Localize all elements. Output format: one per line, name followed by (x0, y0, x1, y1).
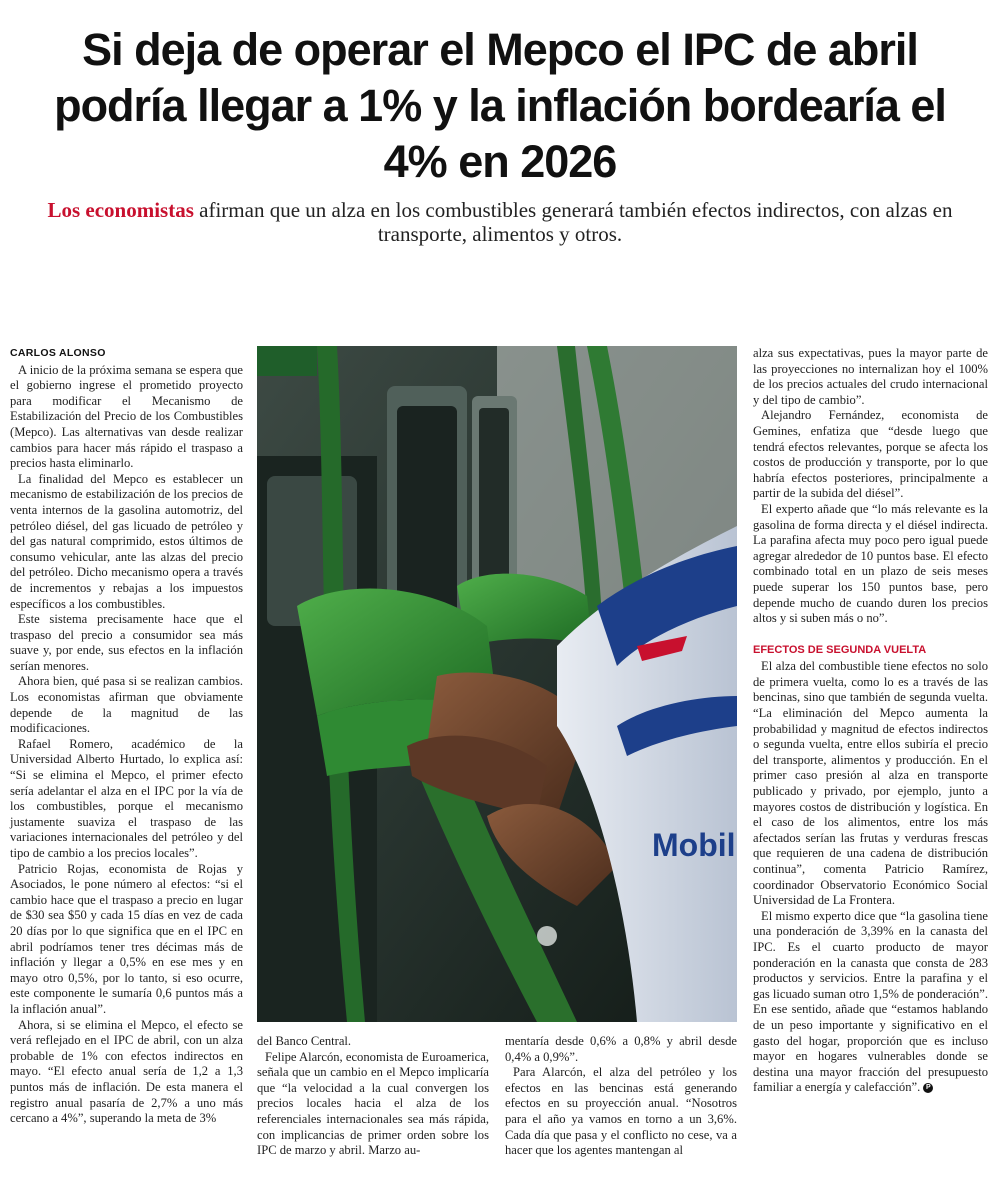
byline: CARLOS ALONSO (10, 347, 106, 359)
column-2 (257, 1034, 489, 1159)
photo-logo-text: Mobil (652, 827, 736, 863)
section-subhead: EFECTOS DE SEGUNDA VUELTA (753, 643, 927, 656)
paragraph: Patricio Rojas, economista de Rojas y Asociados, le pone número al efectos: “si el cambio hace que el traspaso a precio en lugar de $30 sea $50 y cada 15 días en vez de cada 20 días por lo que significa que en el IPC en abril podríamos tener tres décimas más de inflación y llegar a 0,5% en ese mes y en mayo otro 0,5%, por lo tanto, si eso ocurre, este componente le sumaría 0,6 puntos más a la inflación anual”. (10, 861, 243, 1016)
paragraph: Ahora, si se elimina el Mepco, el efecto se verá reflejado en el IPC de abril, con un alza probable de 1% con efectos indirectos en mayo. “El efecto anual sería de 1,2 a 1,3 puntos más de inflación. De esta manera el registro anual pasaría de 2,7% a uno más cercano a 4%”, superando la meta de 3% (10, 1017, 243, 1126)
paragraph: Felipe Alarcón, economista de Euroamerica, señala que un cambio en el Mepco implicaría que “la velocidad a la cual convergen los precios locales hacia el alza de los referenciales internacionales sea más rápida, con implicancias de primer orden sobre los IPC de marzo y abril. Marzo au- (257, 1049, 489, 1158)
paragraph-text: El mismo experto dice que “la gasolina tiene una ponderación de 3,39% en la canasta del IPC. Es el cuarto producto de mayor ponderación en la canasta que consta de 283 productos y servicios. Entre la parafina y el gas licuado suman otro 1,5% de ponderación”. En ese sentido, añade que “estamos hablando de un peso importante y significativo en el gasto del hogar, proporción que es incluso mayor en hogares vulnerables donde se destina una mayor fracción del presupuesto familiar a energía y calefacción”. (753, 908, 989, 1095)
paragraph: Alejandro Fernández, economista de Gemines, enfatiza que “desde luego que tendrá efectos relevantes, porque se afecta los costos de producción y transporte, por lo que habría efectos posteriores, principalmente a partir de la subida del diésel”. (753, 408, 988, 501)
column-4 (753, 346, 988, 1096)
deck-lead: Los economistas (47, 198, 194, 222)
paragraph: Para Alarcón, el alza del petróleo y los efectos en las bencinas está generando efectos en su proyección anual. “Nosotros para el año ya vamos en torno a un 3,6%. Cada día que pasa y el conflicto no cese, va a hacer que los agentes mantengan al (505, 1065, 737, 1158)
deck-text: afirman que un alza en los combustibles generará también efectos indirectos, con alzas en transporte, alimentos y otros. (193, 198, 953, 246)
paragraph: Ahora bien, qué pasa si se realizan cambios. Los economistas afirman que obviamente depende de la magnitud de las modificaciones. (10, 674, 243, 736)
paragraph: alza sus expectativas, pues la mayor parte de las proyecciones no internalizan hoy el 100% de los precios actuales del crudo internacional y del tipo de cambio”. (753, 346, 988, 407)
paragraph: Rafael Romero, académico de la Universidad Alberto Hurtado, lo explica así: “Si se elimina el Mepco, el primer efecto sería adelantar el alza en el IPC por la vía de los combustibles, porque el mecanismo justamente suaviza el traspaso de las variaciones internacionales del petróleo y del tipo de cambio a los precios locales”. (10, 736, 243, 860)
paragraph (753, 909, 988, 1096)
column-3 (505, 1034, 737, 1159)
end-mark-icon: P (923, 1083, 933, 1093)
paragraph: del Banco Central. (257, 1034, 352, 1048)
paragraph: A inicio de la próxima semana se espera que el gobierno ingrese el prometido proyecto para modificar el Mecanismo de Estabilización del Precio de los Combustibles (Mepco). Las alternativas van desde realizar cambios para hacer más rápido el traspaso a precios hasta eliminarlo. (10, 362, 243, 471)
column-1 (10, 346, 243, 1127)
deck (10, 198, 990, 246)
headline: Si deja de operar el Mepco el IPC de abril podría llegar a 1% y la inflación bordearía el 4% en 2026 (54, 24, 946, 187)
paragraph: La finalidad del Mepco es establecer un mecanismo de estabilización de los precios de venta internos de la gasolina automotriz, del petróleo diésel, del gas licuado de petróleo y del gas natural comprimido, estos últimos de consumo vehicular, ante las alzas del precio del petróleo. Dicho mecanismo opera a través de incrementos y rebajas a los impuestos específicos a los combustibles. (10, 471, 243, 611)
fuel-pump-photo (257, 346, 737, 1022)
paragraph: El experto añade que “lo más relevante es la gasolina de forma directa y el diésel indirecta. La parafina afecta muy poco pero igual puede agregar alrededor de 10 puntos base. El efecto combinado total en un plazo de seis meses puede superar los 150 puntos base, pero depende mucho de cuando duren los precios altos y si suben más o no”. (753, 501, 988, 626)
paragraph: mentaría desde 0,6% a 0,8% y abril desde 0,4% a 0,9%”. (505, 1034, 737, 1064)
paragraph: El alza del combustible tiene efectos no solo de primera vuelta, como lo es a través de las bencinas, sino que también de segunda vuelta. “La eliminación del Mepco aumenta la probabilidad y magnitud de efectos indirectos o segunda vuelta, entre ellos subiría el precio del transporte, alimentos y producción. En el primer caso presión al alza en transporte publicado y privado, por ejemplo, junto a mayores costos de distribución y logística. En el caso de los alimentos, entre los más afectados serían las frutas y verduras frescas que requieren de una cadena de distribución continua”, comenta Patricio Ramírez, coordinador Observatorio Económico Social Universidad de La Frontera. (753, 659, 988, 908)
paragraph: Este sistema precisamente hace que el traspaso del precio a consumidor sea más suave y, por ende, sus efectos en la inflación serían menores. (10, 612, 243, 673)
